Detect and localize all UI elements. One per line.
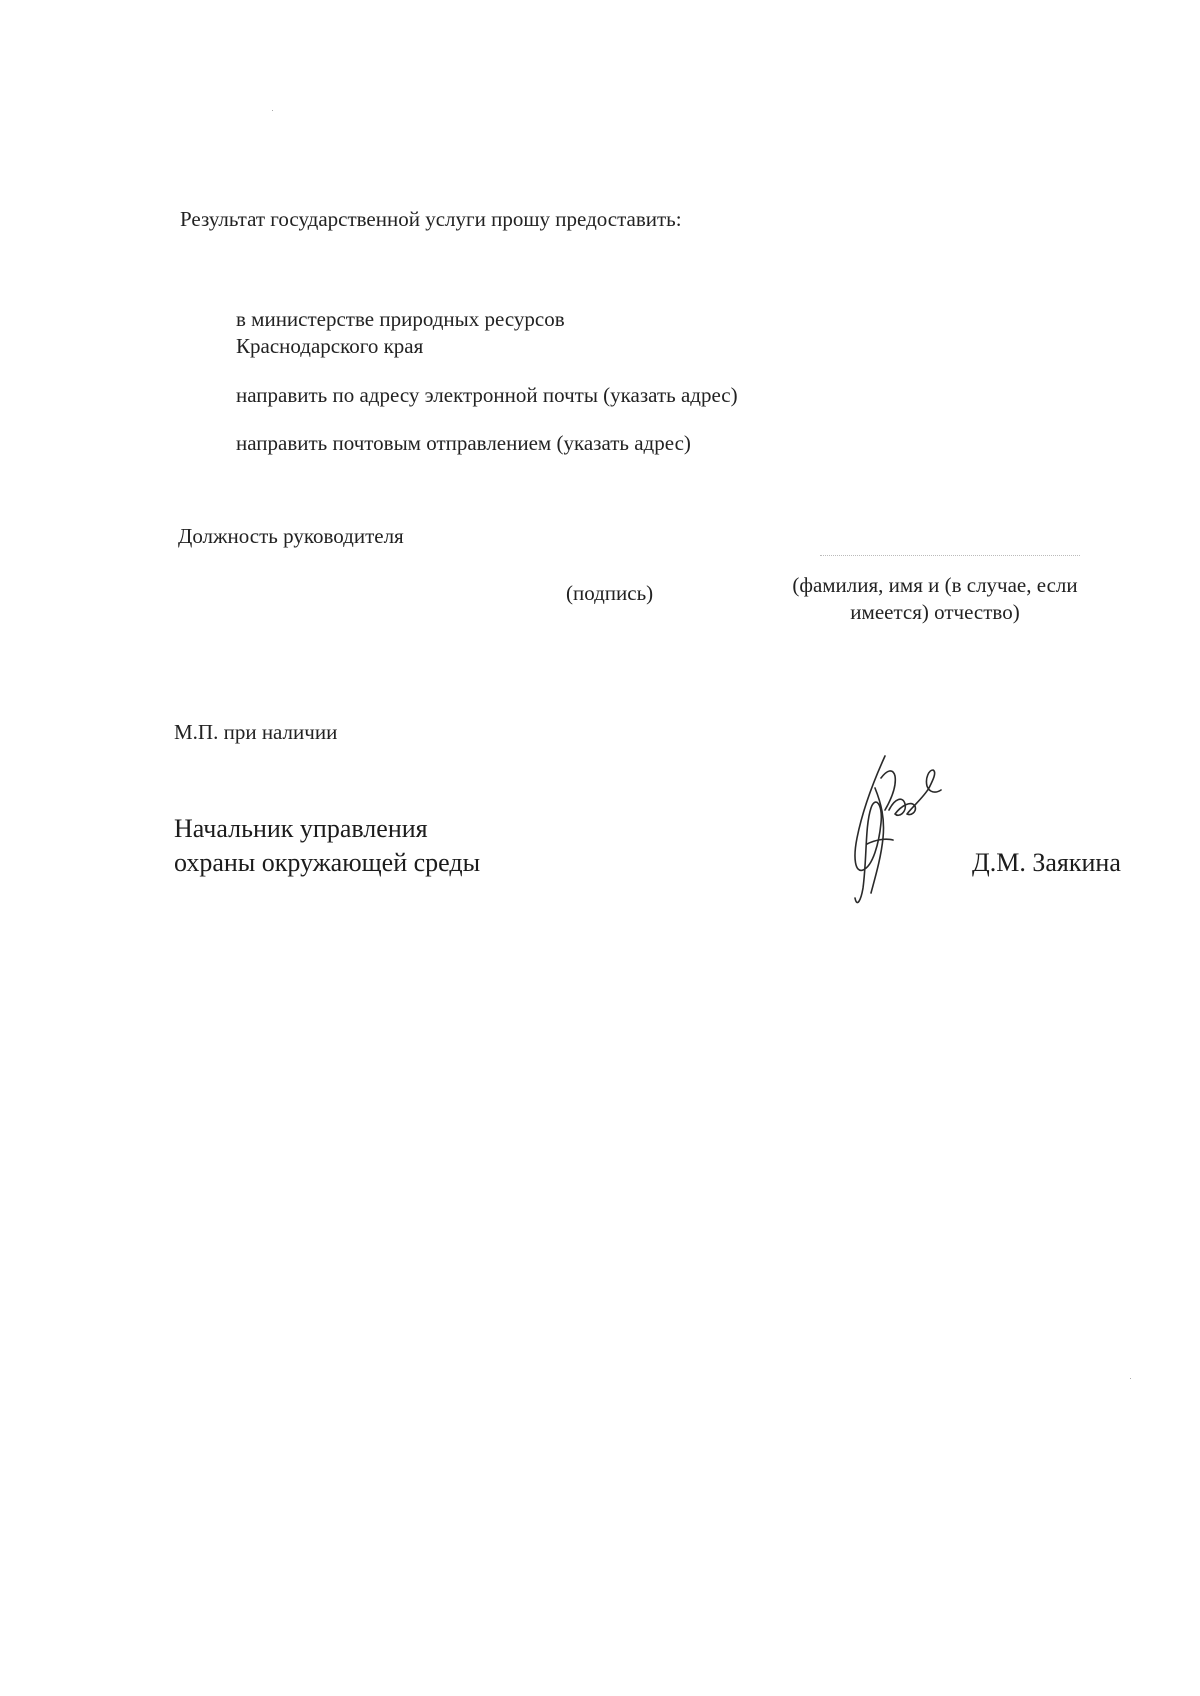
name-caption-line1: (фамилия, имя и (в случае, если: [792, 573, 1078, 597]
name-caption-line2: имеется) отчество): [850, 600, 1020, 624]
scan-speck: [1130, 1378, 1131, 1379]
option-post: направить почтовым отправлением (указать адрес): [236, 431, 691, 455]
name-line: [820, 555, 1080, 556]
position-label: Должность руководителя: [178, 524, 404, 548]
signatory-title-line2: охраны окружающей среды: [174, 848, 481, 877]
option-ministry-line2: Краснодарского края: [236, 334, 424, 358]
signatory-title-line1: Начальник управления: [174, 814, 428, 843]
scan-speck: [272, 110, 273, 111]
signatory-name: Д.М. Заякина: [972, 848, 1121, 877]
option-email: направить по адресу электронной почты (указать адрес): [236, 383, 738, 407]
handwritten-signature: [845, 748, 955, 918]
request-heading: Результат государственной услуги прошу предоставить:: [180, 207, 682, 231]
stamp-label: М.П. при наличии: [174, 720, 338, 744]
option-ministry-line1: в министерстве природных ресурсов: [236, 307, 565, 331]
signature-caption: (подпись): [566, 581, 654, 605]
